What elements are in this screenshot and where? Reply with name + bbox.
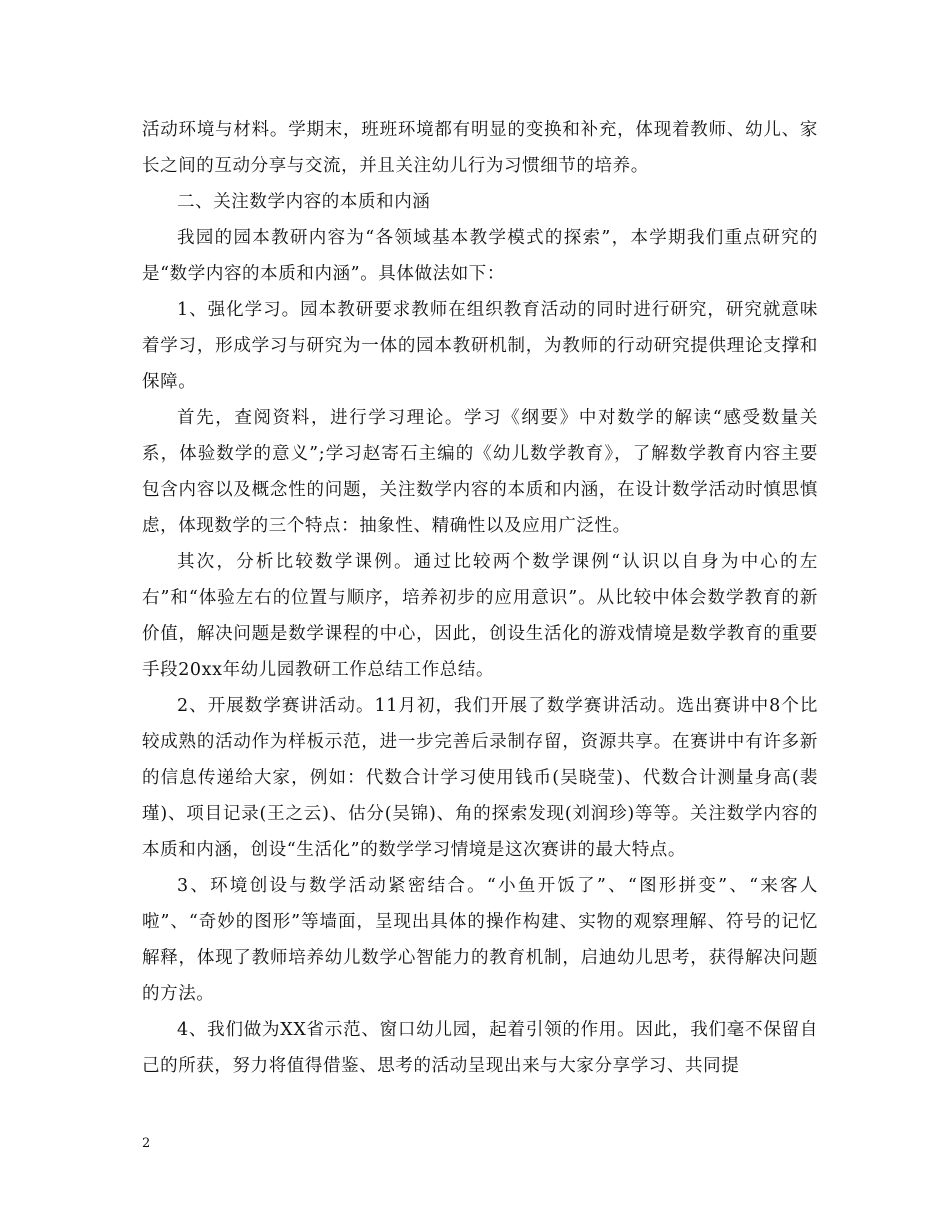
page-number: 2: [142, 1136, 151, 1151]
paragraph-item-3: 3、环境创设与数学活动紧密结合。“小鱼开饭了”、“图形拼变”、“来客人啦”、“奇妙的图形”等墙面，呈现出具体的操作构建、实物的观察理解、符号的记忆解释，体现了教师培养幼儿数学心智能力的教育机制，启迪幼儿思考，获得解决问题的方法。: [142, 876, 818, 1004]
paragraph-item-2: 2、开展数学赛讲活动。11月初，我们开展了数学赛讲活动。选出赛讲中8个比较成熟的活动作为样板示范，进一步完善后录制存留，资源共享。在赛讲中有许多新的信息传递给大家，例如：代数合计学习使用钱币(吴晓莹)、代数合计测量身高(裴瑾)、项目记录(王之云)、估分(吴锦)、角的探索发现(刘润珍)等等。关注数学内容的本质和内涵，创设“生活化”的数学学习情境是这次赛讲的最大特点。: [142, 696, 818, 860]
document-body: [142, 112, 818, 1084]
paragraph-item-1: 1、强化学习。园本教研要求教师在组织教育活动的同时进行研究，研究就意味着学习，形成学习与研究为一体的园本教研机制，为教师的行动研究提供理论支撑和保障。: [142, 300, 818, 392]
paragraph-first: 首先，查阅资料，进行学习理论。学习《纲要》中对数学的解读“感受数量关系，体验数学的意义”;学习赵寄石主编的《幼儿数学教育》，了解数学教育内容主要包含内容以及概念性的问题，关注数学内容的本质和内涵，在设计数学活动时慎思慎虑，体现数学的三个特点：抽象性、精确性以及应用广泛性。: [142, 408, 818, 536]
paragraph-intro: 我园的园本教研内容为“各领域基本教学模式的探索”，本学期我们重点研究的是“数学内容的本质和内涵”。具体做法如下：: [142, 228, 818, 284]
paragraph-second: 其次，分析比较数学课例。通过比较两个数学课例“认识以自身为中心的左右”和“体验左右的位置与顺序，培养初步的应用意识”。从比较中体会数学教育的新价值，解决问题是数学课程的中心，因此，创设生活化的游戏情境是数学教育的重要手段20xx年幼儿园教研工作总结工作总结。: [142, 552, 818, 680]
paragraph-item-4: 4、我们做为XX省示范、窗口幼儿园，起着引领的作用。因此，我们毫不保留自己的所获，努力将值得借鉴、思考的活动呈现出来与大家分享学习、共同提: [142, 1020, 818, 1076]
section-heading: 二、关注数学内容的本质和内涵: [177, 192, 431, 212]
paragraph-continuation: 活动环境与材料。学期末，班班环境都有明显的变换和补充，体现着教师、幼儿、家长之间的互动分享与交流，并且关注幼儿行为习惯细节的培养。: [142, 120, 818, 176]
